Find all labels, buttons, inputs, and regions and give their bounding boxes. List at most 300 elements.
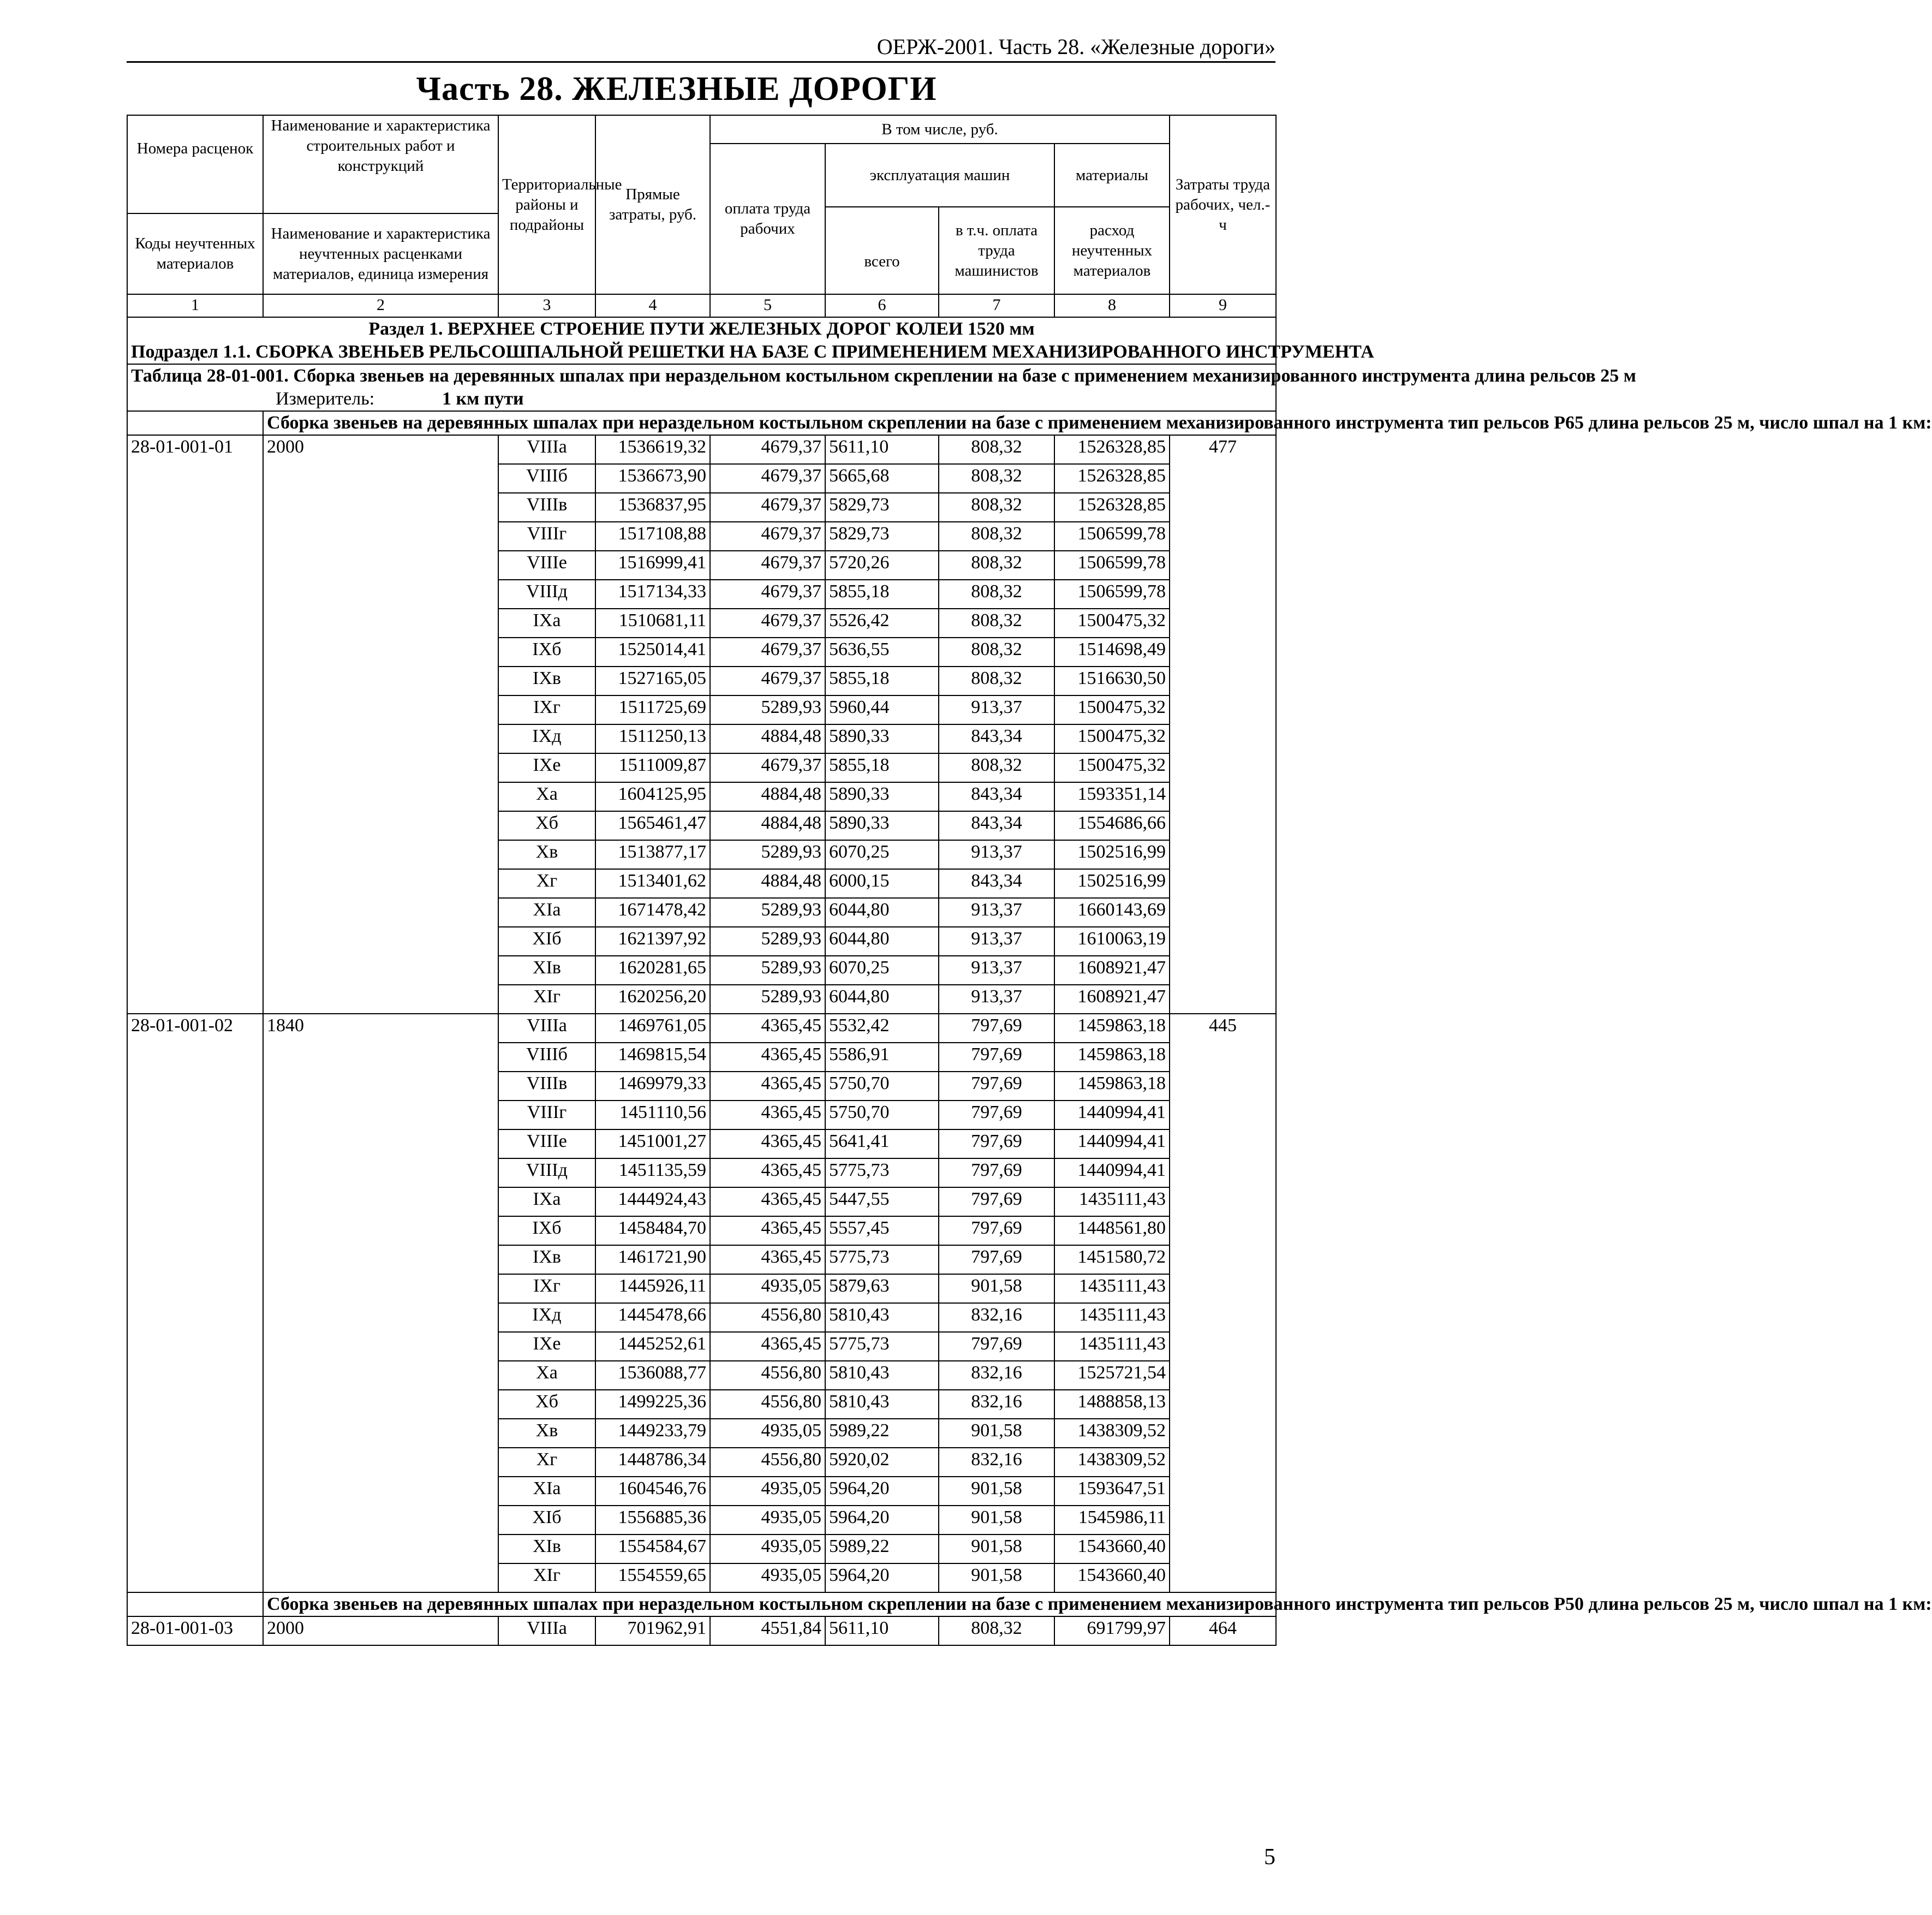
header-materials: материалы — [1054, 144, 1170, 207]
territory-region: XIг — [498, 1563, 595, 1592]
rate-code: 28-01-001-02 — [127, 1014, 263, 1592]
machinist-wages: 832,16 — [939, 1448, 1054, 1477]
machinist-wages: 901,58 — [939, 1563, 1054, 1592]
machines-total: 5964,20 — [825, 1563, 939, 1592]
labor-wages: 4935,05 — [710, 1535, 825, 1563]
direct-costs: 1517134,33 — [595, 580, 710, 609]
table-row — [127, 435, 1276, 464]
materials-cost: 1526328,85 — [1054, 493, 1170, 522]
header-incl: В том числе, руб. — [710, 115, 1170, 144]
table-row — [127, 1014, 1276, 1043]
territory-region: VIIIд — [498, 580, 595, 609]
labor-hours: 445 — [1170, 1014, 1276, 1592]
direct-costs: 1511725,69 — [595, 695, 710, 724]
materials-cost: 1608921,47 — [1054, 985, 1170, 1014]
header-rule — [127, 61, 1275, 63]
col-number: 1 — [127, 294, 263, 317]
machinist-wages: 808,32 — [939, 551, 1054, 580]
machines-total: 5532,42 — [825, 1014, 939, 1043]
header-col8: расход неучтенных материалов — [1054, 207, 1170, 294]
machinist-wages: 808,32 — [939, 1616, 1054, 1645]
territory-region: IXв — [498, 1245, 595, 1274]
materials-cost: 1506599,78 — [1054, 522, 1170, 551]
labor-wages: 4365,45 — [710, 1072, 825, 1101]
labor-wages: 4935,05 — [710, 1419, 825, 1448]
col-number: 4 — [595, 294, 710, 317]
territory-region: Xб — [498, 811, 595, 840]
machinist-wages: 808,32 — [939, 638, 1054, 667]
part-title: Часть 28. ЖЕЛЕЗНЫЕ ДОРОГИ — [416, 70, 937, 108]
header-col2-top: Наименование и характеристика строительных работ и конструкций — [263, 115, 498, 213]
direct-costs: 1556885,36 — [595, 1506, 710, 1535]
section-title: Раздел 1. ВЕРХНЕЕ СТРОЕНИЕ ПУТИ ЖЕЛЕЗНЫХ ДОРОГ КОЛЕИ 1520 мм — [368, 319, 1035, 339]
territory-region: IXд — [498, 1303, 595, 1332]
labor-wages: 5289,93 — [710, 985, 825, 1014]
territory-region: IXг — [498, 1274, 595, 1303]
machines-total: 5810,43 — [825, 1361, 939, 1390]
materials-cost: 1451580,72 — [1054, 1245, 1170, 1274]
machines-total: 5855,18 — [825, 753, 939, 782]
direct-costs: 1469979,33 — [595, 1072, 710, 1101]
direct-costs: 701962,91 — [595, 1616, 710, 1645]
labor-wages: 4935,05 — [710, 1563, 825, 1592]
machinist-wages: 797,69 — [939, 1101, 1054, 1129]
machines-total: 5890,33 — [825, 811, 939, 840]
machinist-wages: 913,37 — [939, 956, 1054, 985]
direct-costs: 1604125,95 — [595, 782, 710, 811]
direct-costs: 1536673,90 — [595, 464, 710, 493]
direct-costs: 1469815,54 — [595, 1043, 710, 1072]
col-number: 8 — [1054, 294, 1170, 317]
machinist-wages: 843,34 — [939, 782, 1054, 811]
labor-wages: 4365,45 — [710, 1158, 825, 1187]
col-number: 5 — [710, 294, 825, 317]
labor-wages: 4679,37 — [710, 580, 825, 609]
labor-wages: 4556,80 — [710, 1303, 825, 1332]
machinist-wages: 913,37 — [939, 695, 1054, 724]
territory-region: IXб — [498, 638, 595, 667]
labor-wages: 4935,05 — [710, 1506, 825, 1535]
materials-cost: 1502516,99 — [1054, 869, 1170, 898]
machines-total: 6070,25 — [825, 956, 939, 985]
machines-total: 5964,20 — [825, 1506, 939, 1535]
machinist-wages: 797,69 — [939, 1187, 1054, 1216]
machines-total: 5611,10 — [825, 435, 939, 464]
machinist-wages: 901,58 — [939, 1535, 1054, 1563]
materials-cost: 1526328,85 — [1054, 435, 1170, 464]
labor-wages: 4679,37 — [710, 609, 825, 638]
materials-cost: 1500475,32 — [1054, 695, 1170, 724]
subheading-text: Сборка звеньев на деревянных шпалах при нераздельном костыльном скреплении на базе с применением механизированного инструмента тип рельсов Р65 длина рельсов 25 м, число шпал на 1 км: — [263, 411, 1276, 435]
machines-total: 6070,25 — [825, 840, 939, 869]
machines-total: 5989,22 — [825, 1535, 939, 1563]
rate-description: 2000 — [263, 1616, 498, 1645]
machines-total: 6044,80 — [825, 898, 939, 927]
labor-wages: 4679,37 — [710, 551, 825, 580]
measure-row — [127, 388, 1276, 411]
header-col2-bottom: Наименование и характеристика неучтенных расценками материалов, единица измерения — [263, 213, 498, 294]
machinist-wages: 808,32 — [939, 667, 1054, 695]
materials-cost: 1459863,18 — [1054, 1043, 1170, 1072]
header-col4: Прямые затраты, руб. — [595, 115, 710, 294]
labor-wages: 4365,45 — [710, 1187, 825, 1216]
machinist-wages: 808,32 — [939, 580, 1054, 609]
machinist-wages: 808,32 — [939, 522, 1054, 551]
subheading-row — [127, 1592, 1276, 1616]
territory-region: XIб — [498, 927, 595, 956]
machines-total: 5750,70 — [825, 1101, 939, 1129]
labor-wages: 4556,80 — [710, 1390, 825, 1419]
direct-costs: 1511009,87 — [595, 753, 710, 782]
labor-wages: 4884,48 — [710, 782, 825, 811]
materials-cost: 1543660,40 — [1054, 1535, 1170, 1563]
machines-total: 5890,33 — [825, 724, 939, 753]
machinist-wages: 797,69 — [939, 1043, 1054, 1072]
labor-hours: 477 — [1170, 435, 1276, 1014]
materials-cost: 1593351,14 — [1054, 782, 1170, 811]
territory-region: VIIIв — [498, 1072, 595, 1101]
machinist-wages: 843,34 — [939, 869, 1054, 898]
machines-total: 5810,43 — [825, 1303, 939, 1332]
rate-description: 1840 — [263, 1014, 498, 1592]
labor-wages: 5289,93 — [710, 956, 825, 985]
labor-wages: 4679,37 — [710, 493, 825, 522]
direct-costs: 1525014,41 — [595, 638, 710, 667]
materials-cost: 1500475,32 — [1054, 609, 1170, 638]
machinist-wages: 808,32 — [939, 435, 1054, 464]
subheading-text: Сборка звеньев на деревянных шпалах при нераздельном костыльном скреплении на базе с применением механизированного инструмента тип рельсов Р50 длина рельсов 25 м, число шпал на 1 км: — [263, 1592, 1276, 1616]
col-number: 7 — [939, 294, 1054, 317]
labor-wages: 4679,37 — [710, 522, 825, 551]
rate-code: 28-01-001-01 — [127, 435, 263, 1014]
machinist-wages: 797,69 — [939, 1245, 1054, 1274]
territory-region: Xа — [498, 1361, 595, 1390]
machinist-wages: 901,58 — [939, 1419, 1054, 1448]
machines-total: 5636,55 — [825, 638, 939, 667]
labor-wages: 4365,45 — [710, 1101, 825, 1129]
territory-region: IXг — [498, 695, 595, 724]
territory-region: XIв — [498, 956, 595, 985]
labor-hours: 464 — [1170, 1616, 1276, 1645]
direct-costs: 1444924,43 — [595, 1187, 710, 1216]
direct-costs: 1451135,59 — [595, 1158, 710, 1187]
machinist-wages: 843,34 — [939, 811, 1054, 840]
territory-region: XIб — [498, 1506, 595, 1535]
machines-total: 5641,41 — [825, 1129, 939, 1158]
territory-region: IXе — [498, 1332, 595, 1361]
territory-region: XIа — [498, 1477, 595, 1506]
col-number: 3 — [498, 294, 595, 317]
materials-cost: 1435111,43 — [1054, 1332, 1170, 1361]
labor-wages: 4884,48 — [710, 869, 825, 898]
table-title: Таблица 28-01-001. Сборка звеньев на деревянных шпалах при нераздельном костыльном скреплении на базе с применением механизированного инструмента длина рельсов 25 м — [127, 364, 1276, 388]
territory-region: XIг — [498, 985, 595, 1014]
header-col9: Затраты труда рабочих, чел.-ч — [1170, 115, 1276, 294]
measure-value: 1 км пути — [442, 389, 524, 409]
direct-costs: 1451001,27 — [595, 1129, 710, 1158]
territory-region: IXа — [498, 1187, 595, 1216]
labor-wages: 5289,93 — [710, 898, 825, 927]
labor-wages: 4551,84 — [710, 1616, 825, 1645]
labor-wages: 4679,37 — [710, 753, 825, 782]
territory-region: VIIIе — [498, 1129, 595, 1158]
machines-total: 5890,33 — [825, 782, 939, 811]
territory-region: VIIIв — [498, 493, 595, 522]
labor-wages: 4365,45 — [710, 1245, 825, 1274]
direct-costs: 1448786,34 — [595, 1448, 710, 1477]
section-row — [127, 317, 1276, 364]
header-col6: всего — [825, 207, 939, 294]
direct-costs: 1449233,79 — [595, 1419, 710, 1448]
machines-total: 5810,43 — [825, 1390, 939, 1419]
column-numbers-row — [127, 294, 1276, 317]
materials-cost: 1502516,99 — [1054, 840, 1170, 869]
labor-wages: 4935,05 — [710, 1477, 825, 1506]
direct-costs: 1511250,13 — [595, 724, 710, 753]
direct-costs: 1604546,76 — [595, 1477, 710, 1506]
col-number: 6 — [825, 294, 939, 317]
labor-wages: 4679,37 — [710, 667, 825, 695]
materials-cost: 1500475,32 — [1054, 753, 1170, 782]
territory-region: IXд — [498, 724, 595, 753]
machines-total: 5920,02 — [825, 1448, 939, 1477]
subheading-spacer — [127, 411, 263, 435]
subheading-row — [127, 411, 1276, 435]
labor-wages: 4365,45 — [710, 1332, 825, 1361]
materials-cost: 1545986,11 — [1054, 1506, 1170, 1535]
materials-cost: 1514698,49 — [1054, 638, 1170, 667]
materials-cost: 1440994,41 — [1054, 1101, 1170, 1129]
direct-costs: 1621397,92 — [595, 927, 710, 956]
machinist-wages: 913,37 — [939, 985, 1054, 1014]
direct-costs: 1536837,95 — [595, 493, 710, 522]
subsection-title: Подраздел 1.1. СБОРКА ЗВЕНЬЕВ РЕЛЬСОШПАЛЬНОЙ РЕШЕТКИ НА БАЗЕ С ПРИМЕНЕНИЕМ МЕХАНИЗИРОВАННОГО ИНСТРУМЕНТА — [131, 342, 1374, 362]
machines-total: 5750,70 — [825, 1072, 939, 1101]
territory-region: VIIIа — [498, 1616, 595, 1645]
materials-cost: 1435111,43 — [1054, 1274, 1170, 1303]
direct-costs: 1516999,41 — [595, 551, 710, 580]
machines-total: 5775,73 — [825, 1245, 939, 1274]
labor-wages: 4556,80 — [710, 1448, 825, 1477]
machinist-wages: 832,16 — [939, 1390, 1054, 1419]
labor-wages: 4679,37 — [710, 435, 825, 464]
materials-cost: 1543660,40 — [1054, 1563, 1170, 1592]
direct-costs: 1527165,05 — [595, 667, 710, 695]
machinist-wages: 901,58 — [939, 1477, 1054, 1506]
materials-cost: 1516630,50 — [1054, 667, 1170, 695]
direct-costs: 1445478,66 — [595, 1303, 710, 1332]
territory-region: IXб — [498, 1216, 595, 1245]
rate-code: 28-01-001-03 — [127, 1616, 263, 1645]
labor-wages: 4679,37 — [710, 638, 825, 667]
machines-total: 5720,26 — [825, 551, 939, 580]
machinist-wages: 843,34 — [939, 724, 1054, 753]
machines-total: 5879,63 — [825, 1274, 939, 1303]
labor-wages: 4365,45 — [710, 1216, 825, 1245]
machinist-wages: 901,58 — [939, 1274, 1054, 1303]
materials-cost: 1435111,43 — [1054, 1187, 1170, 1216]
machinist-wages: 832,16 — [939, 1361, 1054, 1390]
header-col1-top: Номера расценок — [127, 115, 263, 213]
territory-region: VIIIг — [498, 522, 595, 551]
direct-costs: 1445926,11 — [595, 1274, 710, 1303]
machinist-wages: 913,37 — [939, 898, 1054, 927]
machines-total: 5989,22 — [825, 1419, 939, 1448]
rate-description: 2000 — [263, 435, 498, 1014]
machines-total: 5855,18 — [825, 667, 939, 695]
labor-wages: 4935,05 — [710, 1274, 825, 1303]
materials-cost: 1526328,85 — [1054, 464, 1170, 493]
direct-costs: 1554559,65 — [595, 1563, 710, 1592]
table-row — [127, 1616, 1276, 1645]
direct-costs: 1499225,36 — [595, 1390, 710, 1419]
territory-region: VIIIб — [498, 1043, 595, 1072]
territory-region: Xг — [498, 1448, 595, 1477]
materials-cost: 1660143,69 — [1054, 898, 1170, 927]
territory-region: VIIIд — [498, 1158, 595, 1187]
direct-costs: 1620256,20 — [595, 985, 710, 1014]
materials-cost: 1440994,41 — [1054, 1158, 1170, 1187]
machinist-wages: 808,32 — [939, 464, 1054, 493]
territory-region: VIIIб — [498, 464, 595, 493]
machines-total: 6044,80 — [825, 927, 939, 956]
territory-region: IXа — [498, 609, 595, 638]
territory-region: Xа — [498, 782, 595, 811]
territory-region: IXв — [498, 667, 595, 695]
labor-wages: 4884,48 — [710, 724, 825, 753]
machines-total: 5775,73 — [825, 1332, 939, 1361]
direct-costs: 1513401,62 — [595, 869, 710, 898]
direct-costs: 1620281,65 — [595, 956, 710, 985]
table-title-row — [127, 364, 1276, 388]
machines-total: 5960,44 — [825, 695, 939, 724]
territory-region: VIIIг — [498, 1101, 595, 1129]
machines-total: 5829,73 — [825, 493, 939, 522]
running-header: ОЕРЖ-2001. Часть 28. «Железные дороги» — [876, 34, 1275, 59]
machines-total: 5526,42 — [825, 609, 939, 638]
materials-cost: 1438309,52 — [1054, 1419, 1170, 1448]
machines-total: 5586,91 — [825, 1043, 939, 1072]
direct-costs: 1671478,42 — [595, 898, 710, 927]
machinist-wages: 797,69 — [939, 1216, 1054, 1245]
col-number: 2 — [263, 294, 498, 317]
direct-costs: 1513877,17 — [595, 840, 710, 869]
machines-total: 5855,18 — [825, 580, 939, 609]
labor-wages: 4884,48 — [710, 811, 825, 840]
measure-label: Измеритель: — [276, 389, 375, 409]
machinist-wages: 832,16 — [939, 1303, 1054, 1332]
direct-costs: 1445252,61 — [595, 1332, 710, 1361]
labor-wages: 5289,93 — [710, 695, 825, 724]
materials-cost: 1459863,18 — [1054, 1014, 1170, 1043]
territory-region: XIв — [498, 1535, 595, 1563]
materials-cost: 1525721,54 — [1054, 1361, 1170, 1390]
direct-costs: 1565461,47 — [595, 811, 710, 840]
territory-region: Xб — [498, 1390, 595, 1419]
direct-costs: 1469761,05 — [595, 1014, 710, 1043]
machines-total: 5829,73 — [825, 522, 939, 551]
machinist-wages: 797,69 — [939, 1158, 1054, 1187]
machinist-wages: 797,69 — [939, 1072, 1054, 1101]
machinist-wages: 808,32 — [939, 753, 1054, 782]
materials-cost: 1608921,47 — [1054, 956, 1170, 985]
materials-cost: 1593647,51 — [1054, 1477, 1170, 1506]
machines-total: 5447,55 — [825, 1187, 939, 1216]
machinist-wages: 797,69 — [939, 1014, 1054, 1043]
territory-region: VIIIа — [498, 435, 595, 464]
direct-costs: 1510681,11 — [595, 609, 710, 638]
machines-total: 5775,73 — [825, 1158, 939, 1187]
direct-costs: 1451110,56 — [595, 1101, 710, 1129]
territory-region: Xв — [498, 1419, 595, 1448]
materials-cost: 1438309,52 — [1054, 1448, 1170, 1477]
materials-cost: 1488858,13 — [1054, 1390, 1170, 1419]
labor-wages: 5289,93 — [710, 840, 825, 869]
territory-region: VIIIе — [498, 551, 595, 580]
labor-wages: 4556,80 — [710, 1361, 825, 1390]
materials-cost: 1459863,18 — [1054, 1072, 1170, 1101]
territory-region: Xв — [498, 840, 595, 869]
machines-total: 5611,10 — [825, 1616, 939, 1645]
subheading-spacer — [127, 1592, 263, 1616]
price-table — [127, 115, 1932, 1646]
direct-costs: 1536088,77 — [595, 1361, 710, 1390]
machines-total: 6000,15 — [825, 869, 939, 898]
machines-total: 5665,68 — [825, 464, 939, 493]
machinist-wages: 797,69 — [939, 1332, 1054, 1361]
territory-region: VIIIа — [498, 1014, 595, 1043]
materials-cost: 691799,97 — [1054, 1616, 1170, 1645]
materials-cost: 1610063,19 — [1054, 927, 1170, 956]
machinist-wages: 901,58 — [939, 1506, 1054, 1535]
territory-region: IXе — [498, 753, 595, 782]
machinist-wages: 913,37 — [939, 927, 1054, 956]
labor-wages: 4365,45 — [710, 1014, 825, 1043]
header-col3: Территориальные районы и подрайоны — [498, 115, 595, 294]
header-col7: в т.ч. оплата труда машинистов — [939, 207, 1054, 294]
materials-cost: 1500475,32 — [1054, 724, 1170, 753]
col-number: 9 — [1170, 294, 1276, 317]
direct-costs: 1517108,88 — [595, 522, 710, 551]
machinist-wages: 913,37 — [939, 840, 1054, 869]
direct-costs: 1458484,70 — [595, 1216, 710, 1245]
materials-cost: 1506599,78 — [1054, 580, 1170, 609]
materials-cost: 1448561,80 — [1054, 1216, 1170, 1245]
header-col1-bottom: Коды неучтенных материалов — [127, 213, 263, 294]
machinist-wages: 808,32 — [939, 609, 1054, 638]
page-number: 5 — [1264, 1845, 1275, 1870]
materials-cost: 1506599,78 — [1054, 551, 1170, 580]
machines-total: 5964,20 — [825, 1477, 939, 1506]
materials-cost: 1554686,66 — [1054, 811, 1170, 840]
direct-costs: 1536619,32 — [595, 435, 710, 464]
territory-region: XIа — [498, 898, 595, 927]
labor-wages: 4365,45 — [710, 1129, 825, 1158]
labor-wages: 5289,93 — [710, 927, 825, 956]
machines-total: 5557,45 — [825, 1216, 939, 1245]
materials-cost: 1440994,41 — [1054, 1129, 1170, 1158]
direct-costs: 1461721,90 — [595, 1245, 710, 1274]
machinist-wages: 808,32 — [939, 493, 1054, 522]
labor-wages: 4679,37 — [710, 464, 825, 493]
labor-wages: 4365,45 — [710, 1043, 825, 1072]
territory-region: Xг — [498, 869, 595, 898]
materials-cost: 1435111,43 — [1054, 1303, 1170, 1332]
header-col5: оплата труда рабочих — [710, 144, 825, 294]
machinist-wages: 797,69 — [939, 1129, 1054, 1158]
machines-total: 6044,80 — [825, 985, 939, 1014]
header-machines: эксплуатация машин — [825, 144, 1054, 207]
